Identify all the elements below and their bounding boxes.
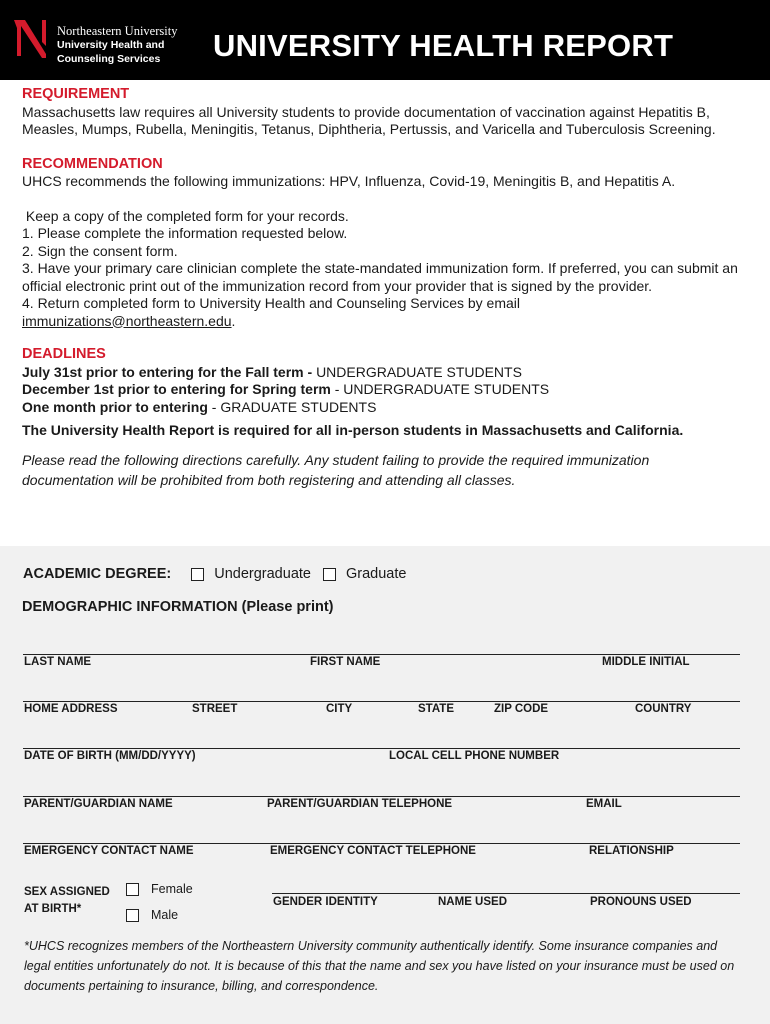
sex-assigned-label-line2: AT BIRTH* (24, 903, 82, 915)
dob-phone-input-line[interactable] (23, 748, 740, 749)
graduate-option-label: Graduate (345, 566, 407, 582)
deadline-term: December 1st prior to entering for Spring term (22, 381, 331, 397)
relationship-label: RELATIONSHIP (589, 845, 674, 857)
instructions-intro: Keep a copy of the completed form for your records. (22, 207, 349, 224)
instruction-step-1: 1. Please complete the information requested below. (22, 225, 348, 241)
emergency-contact-telephone-label: EMERGENCY CONTACT TELEPHONE (270, 845, 476, 857)
emergency-contact-name-label: EMERGENCY CONTACT NAME (24, 845, 194, 857)
guardian-name-label: PARENT/GUARDIAN NAME (24, 798, 173, 810)
female-option-label: Female (151, 882, 193, 896)
required-notice: The University Health Report is required for all in-person students in Massachusetts and California. (22, 422, 684, 438)
email-period: . (231, 312, 236, 329)
instructions-section (22, 86, 742, 490)
logo-department-line1: University Health and (57, 39, 165, 51)
email-label: EMAIL (586, 798, 622, 810)
city-label: CITY (326, 703, 353, 715)
recommendation-text: UHCS recommends the following immunizations: HPV, Influenza, Covid-19, Meningitis B, and Hepatitis A. (22, 173, 676, 189)
identity-input-line[interactable] (272, 893, 740, 894)
deadline-students: UNDERGRADUATE STUDENTS (316, 363, 522, 380)
deadline-students: - GRADUATE STUDENTS (207, 398, 377, 415)
logo-department-line2: Counseling Services (57, 53, 161, 65)
female-option[interactable] (126, 882, 193, 896)
male-checkbox[interactable] (126, 909, 139, 922)
recommendation-heading: RECOMMENDATION (22, 155, 163, 172)
academic-degree-row (23, 566, 418, 582)
state-label: STATE (418, 703, 454, 715)
guardian-telephone-label: PARENT/GUARDIAN TELEPHONE (267, 798, 453, 810)
student-info-form (0, 546, 770, 1024)
academic-degree-label: ACADEMIC DEGREE: (23, 566, 172, 582)
female-checkbox[interactable] (126, 883, 139, 896)
logo-university-name: Northeastern University (57, 24, 178, 38)
last-name-label: LAST NAME (24, 656, 92, 668)
footnote: *UHCS recognizes members of the Northeastern University community authentically identify. Some insurance companies and legal entities unfortunately do not. It is because of this that the name and sex you have listed on your insurance must be used on documents pertaining to insurance, billing, and correspondence. (24, 939, 735, 993)
graduate-checkbox[interactable] (323, 568, 336, 581)
demographic-heading: DEMOGRAPHIC INFORMATION (Please print) (22, 599, 334, 615)
sex-assigned-label-line1: SEX ASSIGNED (24, 886, 110, 898)
home-address-label: HOME ADDRESS (24, 703, 118, 715)
instruction-step-4: 4. Return completed form to University Health and Counseling Services by email (22, 295, 521, 311)
address-input-line[interactable] (23, 701, 740, 702)
gender-identity-label: GENDER IDENTITY (273, 896, 378, 908)
requirement-heading: REQUIREMENT (22, 86, 130, 102)
deadline-students: - UNDERGRADUATE STUDENTS (330, 381, 550, 397)
northeastern-logo (12, 16, 182, 70)
deadlines-heading: DEADLINES (22, 346, 106, 362)
page-title: UNIVERSITY HEALTH REPORT (213, 28, 674, 63)
first-name-label: FIRST NAME (310, 656, 381, 668)
street-label: STREET (192, 703, 238, 715)
male-option[interactable] (126, 908, 178, 922)
requirement-text: Massachusetts law requires all University students to provide documentation of vaccination against Hepatitis B, Measles, Mumps, Rubella, Meningitis, Tetanus, Diphtheria, Pertussis, and Varicella and Tuberculosis Screening. (22, 103, 716, 137)
instruction-step-2: 2. Sign the consent form. (22, 242, 178, 259)
zip-code-label: ZIP CODE (494, 703, 549, 715)
male-option-label: Male (151, 908, 179, 922)
instruction-step-3: 3. Have your primary care clinician complete the state-mandated immunization form. If preferred, you can submit an official electronic print out of the immunization record from your provider that is signed by the provider. (22, 260, 738, 294)
undergraduate-option-label: Undergraduate (214, 566, 311, 582)
undergraduate-checkbox[interactable] (191, 568, 204, 581)
date-of-birth-label: DATE OF BIRTH (MM/DD/YYYY) (24, 750, 196, 762)
guardian-input-line[interactable] (23, 796, 740, 797)
sex-assigned-label (24, 884, 110, 918)
deadline-row (22, 364, 742, 382)
country-label: COUNTRY (635, 703, 692, 715)
page-header (0, 0, 770, 80)
deadline-term: One month prior to entering (22, 398, 208, 415)
pronouns-used-label: PRONOUNS USED (590, 896, 692, 908)
northeastern-n-logo-icon (12, 16, 52, 60)
middle-initial-label: MIDDLE INITIAL (602, 656, 690, 668)
cell-phone-label: LOCAL CELL PHONE NUMBER (389, 750, 560, 762)
deadline-term: July 31st prior to entering for the Fall term - (22, 363, 317, 380)
deadline-row (22, 381, 742, 399)
directions-warning: Please read the following directions carefully. Any student failing to provide the required immunization documentation will be prohibited from both registering and attending all classes. (22, 451, 650, 488)
name-input-line[interactable] (23, 654, 740, 655)
name-used-label: NAME USED (438, 896, 508, 908)
email-link[interactable]: immunizations@northeastern.edu (22, 312, 232, 329)
deadline-row (22, 399, 742, 417)
emergency-input-line[interactable] (23, 843, 740, 844)
